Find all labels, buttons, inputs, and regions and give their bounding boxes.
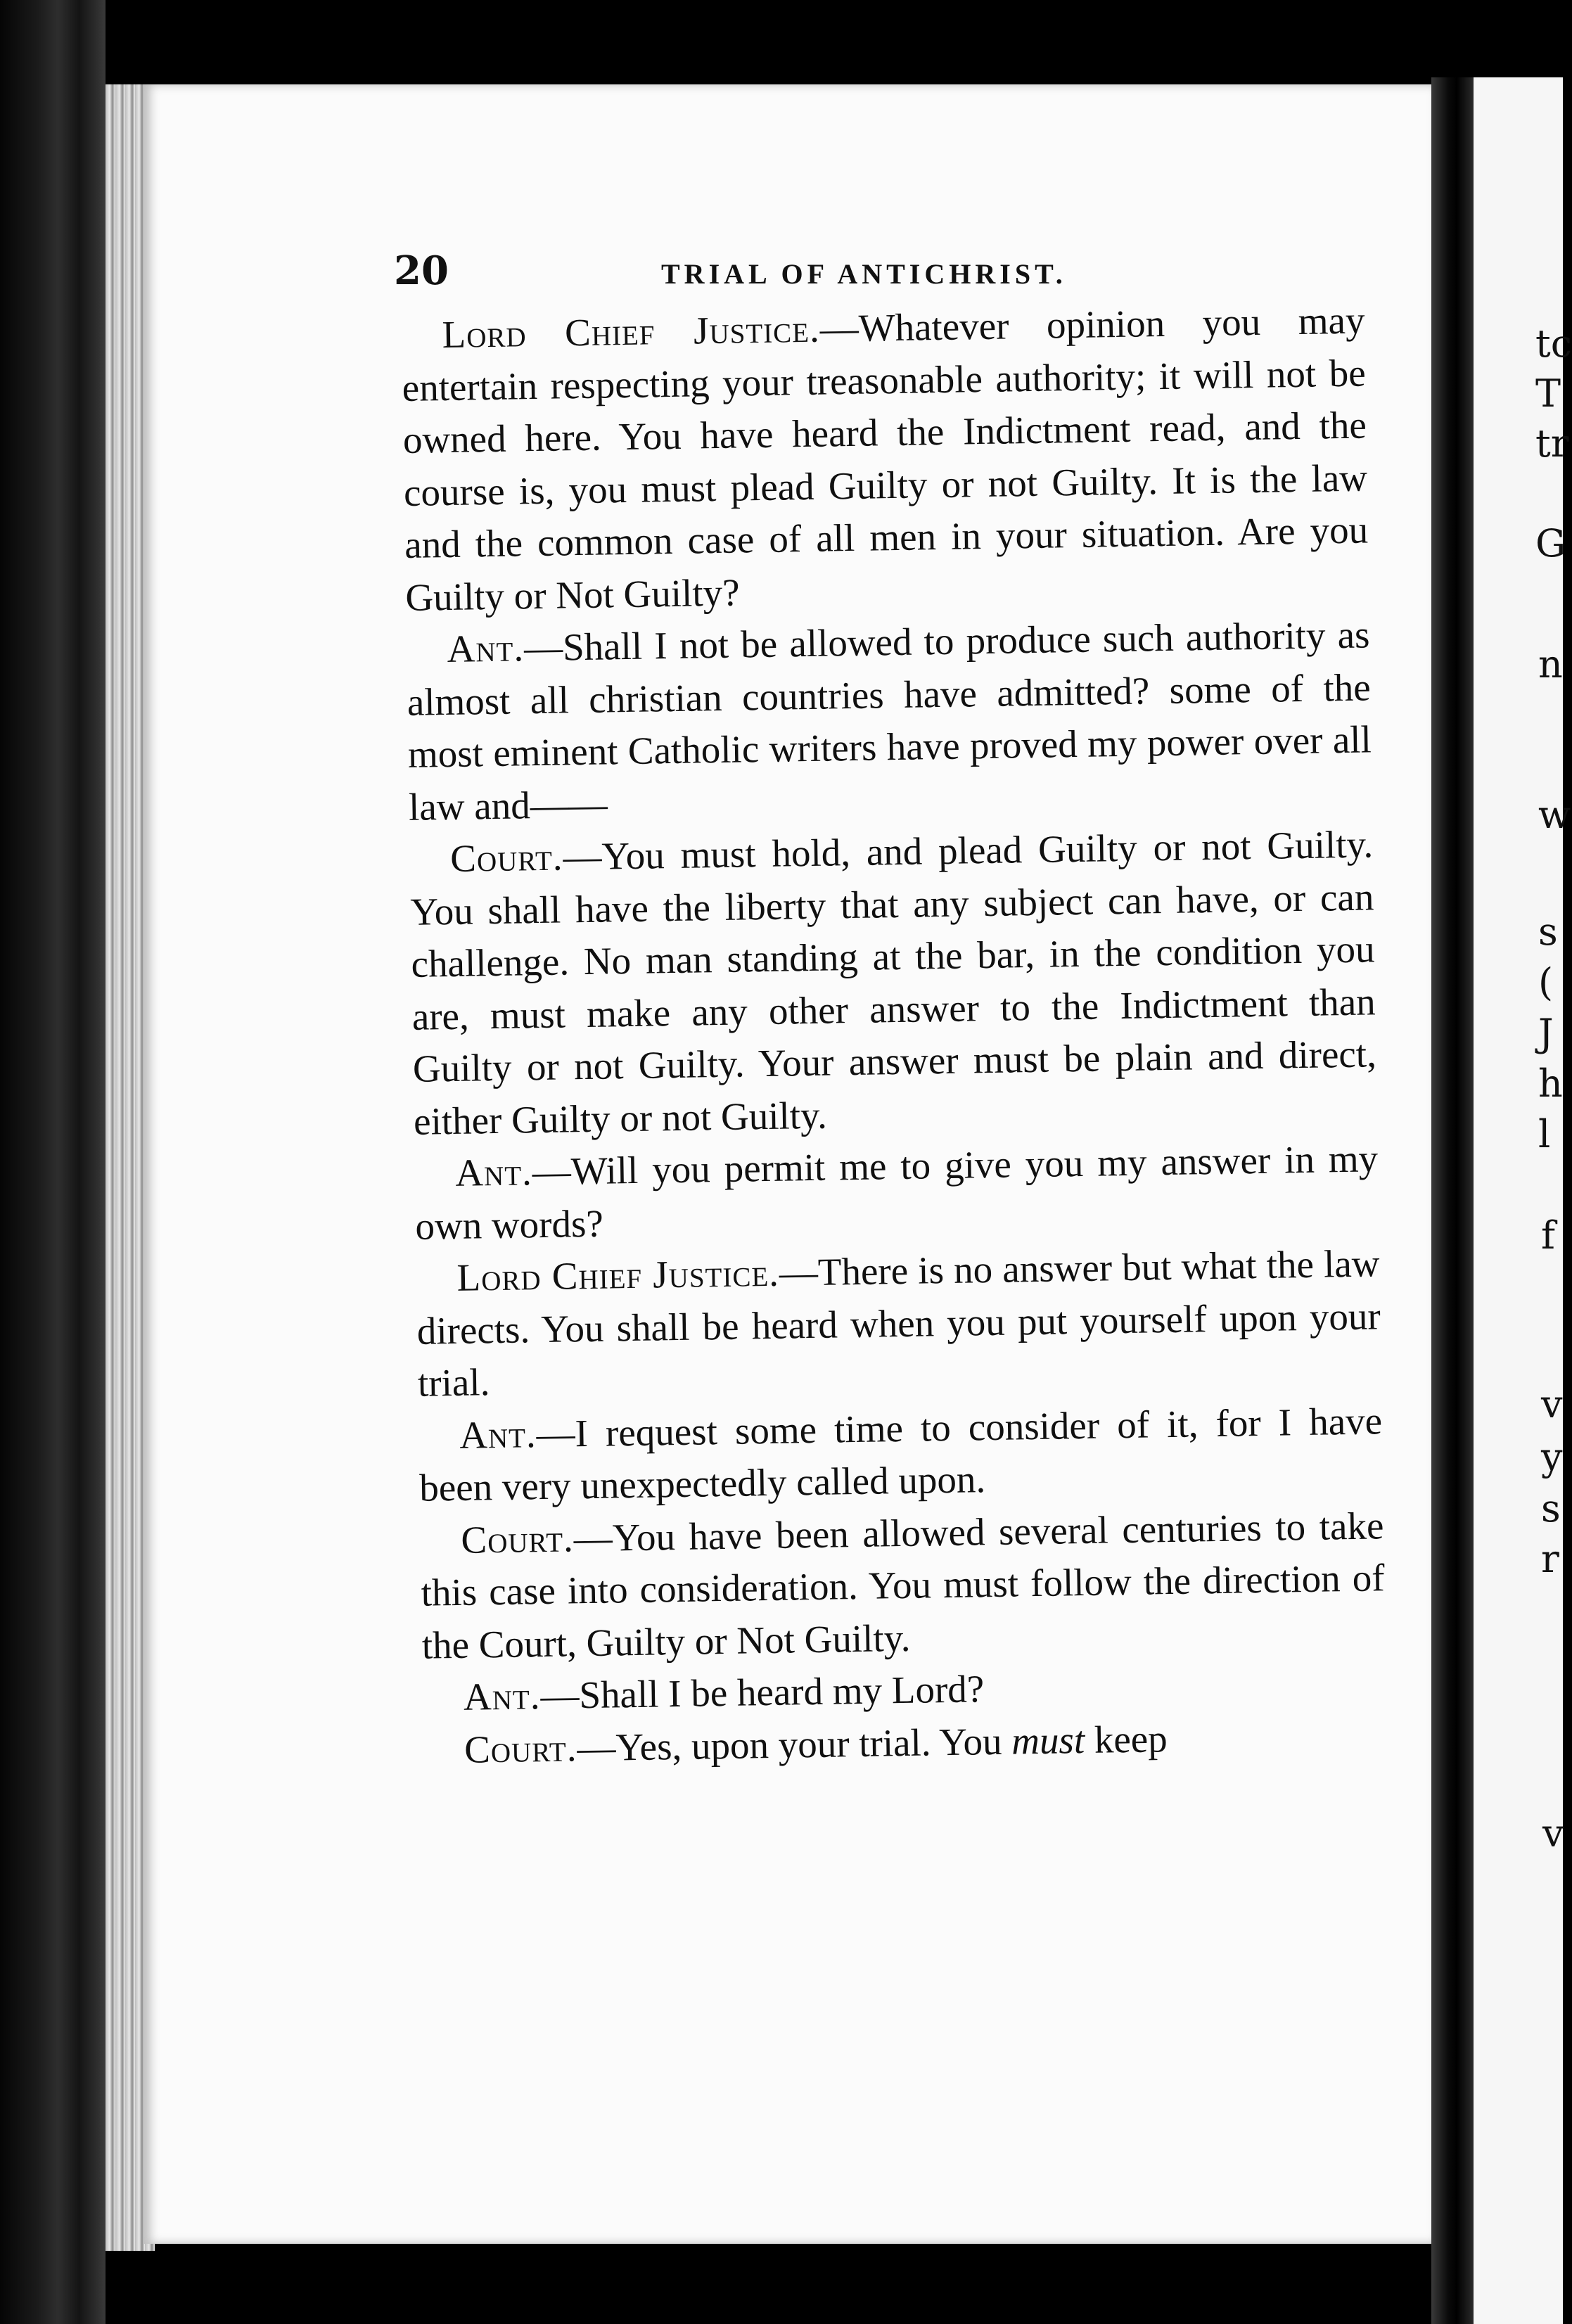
- facing-fragment: h: [1538, 1061, 1563, 1106]
- page-number: 20: [394, 248, 449, 294]
- facing-fragment: tc: [1535, 321, 1572, 366]
- facing-fragment: T: [1535, 371, 1561, 416]
- paragraph-text: —Shall I not be allowed to produce such authority as almost all christian countries have admitted? some of the most eminent Catholic writers have proved my power over all law and——: [407, 613, 1372, 829]
- facing-fragment: s: [1541, 1486, 1561, 1531]
- book-spine: [0, 0, 106, 2324]
- speaker-name: Ant.: [447, 626, 525, 671]
- paragraph-text: —Yes, upon your trial. You: [576, 1719, 1012, 1769]
- facing-fragment: s: [1538, 909, 1558, 954]
- running-title: TRIAL OF ANTICHRIST.: [661, 258, 1067, 290]
- facing-fragment: w: [1538, 793, 1571, 837]
- facing-fragment: (: [1538, 960, 1554, 1004]
- paragraph-text: —You must hold, and plead Guilty or not Guilty. You shall have the liberty that any subject can have, or can challenge. No man standing at the bar, in the condition you are, must make any other answer to the Indictment than Guilty or not Guilty. Your answer must be plain and direct, either Guilty or not Guilty.: [409, 822, 1377, 1143]
- paragraph: [418, 1395, 1384, 1515]
- facing-fragment: f: [1541, 1213, 1555, 1258]
- speaker-name: Lord Chief Justice.: [442, 307, 821, 357]
- page-gutter: [1431, 77, 1474, 2324]
- paragraph: [414, 1132, 1379, 1253]
- paragraph-text: —You have been allowed several centuries to take this case into consideration. You must follow the direction of the Court, Guilty or Not Guilty.: [421, 1503, 1385, 1667]
- speaker-name: Ant.: [463, 1674, 541, 1718]
- facing-fragment: J: [1538, 1011, 1554, 1055]
- speaker-name: Court.: [449, 835, 563, 880]
- paragraph-text: —There is no answer but what the law directs. You shall be heard when you put yourself upon your trial.: [416, 1241, 1381, 1405]
- paragraph: [416, 1237, 1381, 1410]
- facing-fragment: tr: [1535, 421, 1569, 466]
- facing-page-edge: [1474, 77, 1572, 2324]
- paragraph: [420, 1500, 1386, 1672]
- facing-fragment: n: [1538, 642, 1563, 687]
- facing-fragment: v: [1542, 1811, 1564, 1856]
- paragraph-text: —Whatever opinion you may entertain respecting your treasonable authority; it will not be owned here. You have heard the Indictment read, and the course is, you must plead Guilty or not Guilty. It is the law and the common case of all men in your situation. Are you Guilty or Not Guilty?: [402, 298, 1369, 619]
- paragraph: [409, 818, 1378, 1147]
- speaker-name: Court.: [461, 1516, 575, 1562]
- speaker-name: Ant.: [459, 1412, 537, 1457]
- speaker-name: Lord Chief Justice.: [456, 1251, 780, 1299]
- facing-fragment: r: [1541, 1537, 1559, 1581]
- speaker-name: Court.: [464, 1725, 577, 1771]
- page-body: [401, 294, 1388, 1776]
- page-header: [394, 248, 1400, 304]
- paragraph: [406, 608, 1373, 833]
- speaker-name: Ant.: [454, 1150, 533, 1194]
- paragraph-text-end: keep: [1084, 1716, 1168, 1761]
- facing-fragment: G: [1535, 521, 1566, 566]
- facing-fragment: v: [1541, 1382, 1563, 1426]
- paragraph-text: —Shall I be heard my Lord?: [539, 1667, 985, 1718]
- paragraph-text: —Will you permit me to give you my answer in my own words?: [414, 1137, 1379, 1248]
- paragraph-text: —I request some time to consider of it, for I have been very unexpectedly called upon.: [418, 1398, 1383, 1509]
- facing-fragment: y: [1541, 1435, 1563, 1479]
- paragraph: [401, 294, 1369, 623]
- emphasized-word: must: [1011, 1718, 1085, 1763]
- facing-fragment: l: [1538, 1112, 1551, 1156]
